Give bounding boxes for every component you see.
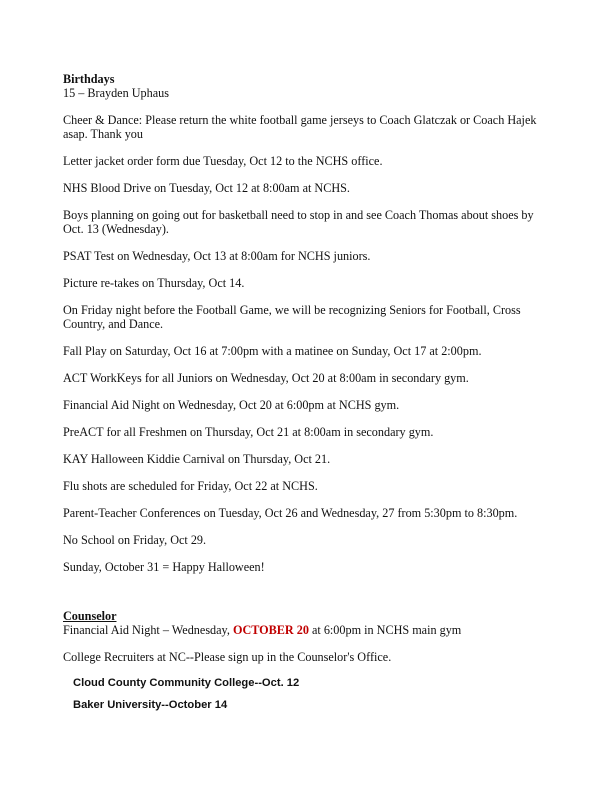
college-visit-item: Baker University--October 14 bbox=[73, 699, 228, 711]
announcement-senior-night: On Friday night before the Football Game, we will be recognizing Seniors for Football, Cross Country, and Dance. bbox=[63, 303, 521, 331]
announcement-financial-aid: Financial Aid Night on Wednesday, Oct 20 at 6:00pm at NCHS gym. bbox=[63, 398, 400, 412]
announcement-picture-retakes: Picture re-takes on Thursday, Oct 14. bbox=[63, 276, 245, 290]
announcement-kay-carnival: KAY Halloween Kiddie Carnival on Thursday, Oct 21. bbox=[63, 452, 331, 466]
announcement-cheer-dance: Cheer & Dance: Please return the white football game jerseys to Coach Glatczak or Coach Hajek asap. Thank you bbox=[63, 113, 537, 141]
announcement-psat: PSAT Test on Wednesday, Oct 13 at 8:00am for NCHS juniors. bbox=[63, 249, 371, 263]
announcements-document bbox=[63, 72, 553, 721]
birthdays-heading: Birthdays bbox=[63, 72, 115, 86]
announcement-halloween: Sunday, October 31 = Happy Halloween! bbox=[63, 560, 265, 574]
birthday-entry: 15 – Brayden Uphaus bbox=[63, 86, 169, 100]
announcement-flu-shots: Flu shots are scheduled for Friday, Oct 22 at NCHS. bbox=[63, 479, 318, 493]
announcement-blood-drive: NHS Blood Drive on Tuesday, Oct 12 at 8:00am at NCHS. bbox=[63, 181, 350, 195]
aid-night-prefix: Financial Aid Night – Wednesday, bbox=[63, 623, 233, 637]
counselor-heading: Counselor bbox=[63, 609, 117, 623]
announcement-conferences: Parent-Teacher Conferences on Tuesday, Oct 26 and Wednesday, 27 from 5:30pm to 8:30pm. bbox=[63, 506, 518, 520]
section-spacer bbox=[63, 587, 553, 609]
announcement-letter-jacket: Letter jacket order form due Tuesday, Oct 12 to the NCHS office. bbox=[63, 154, 383, 168]
announcement-no-school: No School on Friday, Oct 29. bbox=[63, 533, 207, 547]
college-visit-item: Cloud County Community College--Oct. 12 bbox=[73, 677, 300, 689]
announcement-preact: PreACT for all Freshmen on Thursday, Oct 21 at 8:00am in secondary gym. bbox=[63, 425, 434, 439]
announcement-fall-play: Fall Play on Saturday, Oct 16 at 7:00pm with a matinee on Sunday, Oct 17 at 2:00pm. bbox=[63, 344, 482, 358]
aid-night-suffix: at 6:00pm in NCHS main gym bbox=[308, 623, 462, 637]
announcement-basketball: Boys planning on going out for basketball need to stop in and see Coach Thomas about shoes by Oct. 13 (Wednesday). bbox=[63, 208, 534, 236]
counselor-recruiters: College Recruiters at NC--Please sign up in the Counselor's Office. bbox=[63, 650, 392, 664]
announcement-act-workkeys: ACT WorkKeys for all Juniors on Wednesday, Oct 20 at 8:00am in secondary gym. bbox=[63, 371, 469, 385]
counselor-aid-night bbox=[63, 623, 553, 637]
aid-night-date: OCTOBER 20 bbox=[232, 623, 309, 637]
